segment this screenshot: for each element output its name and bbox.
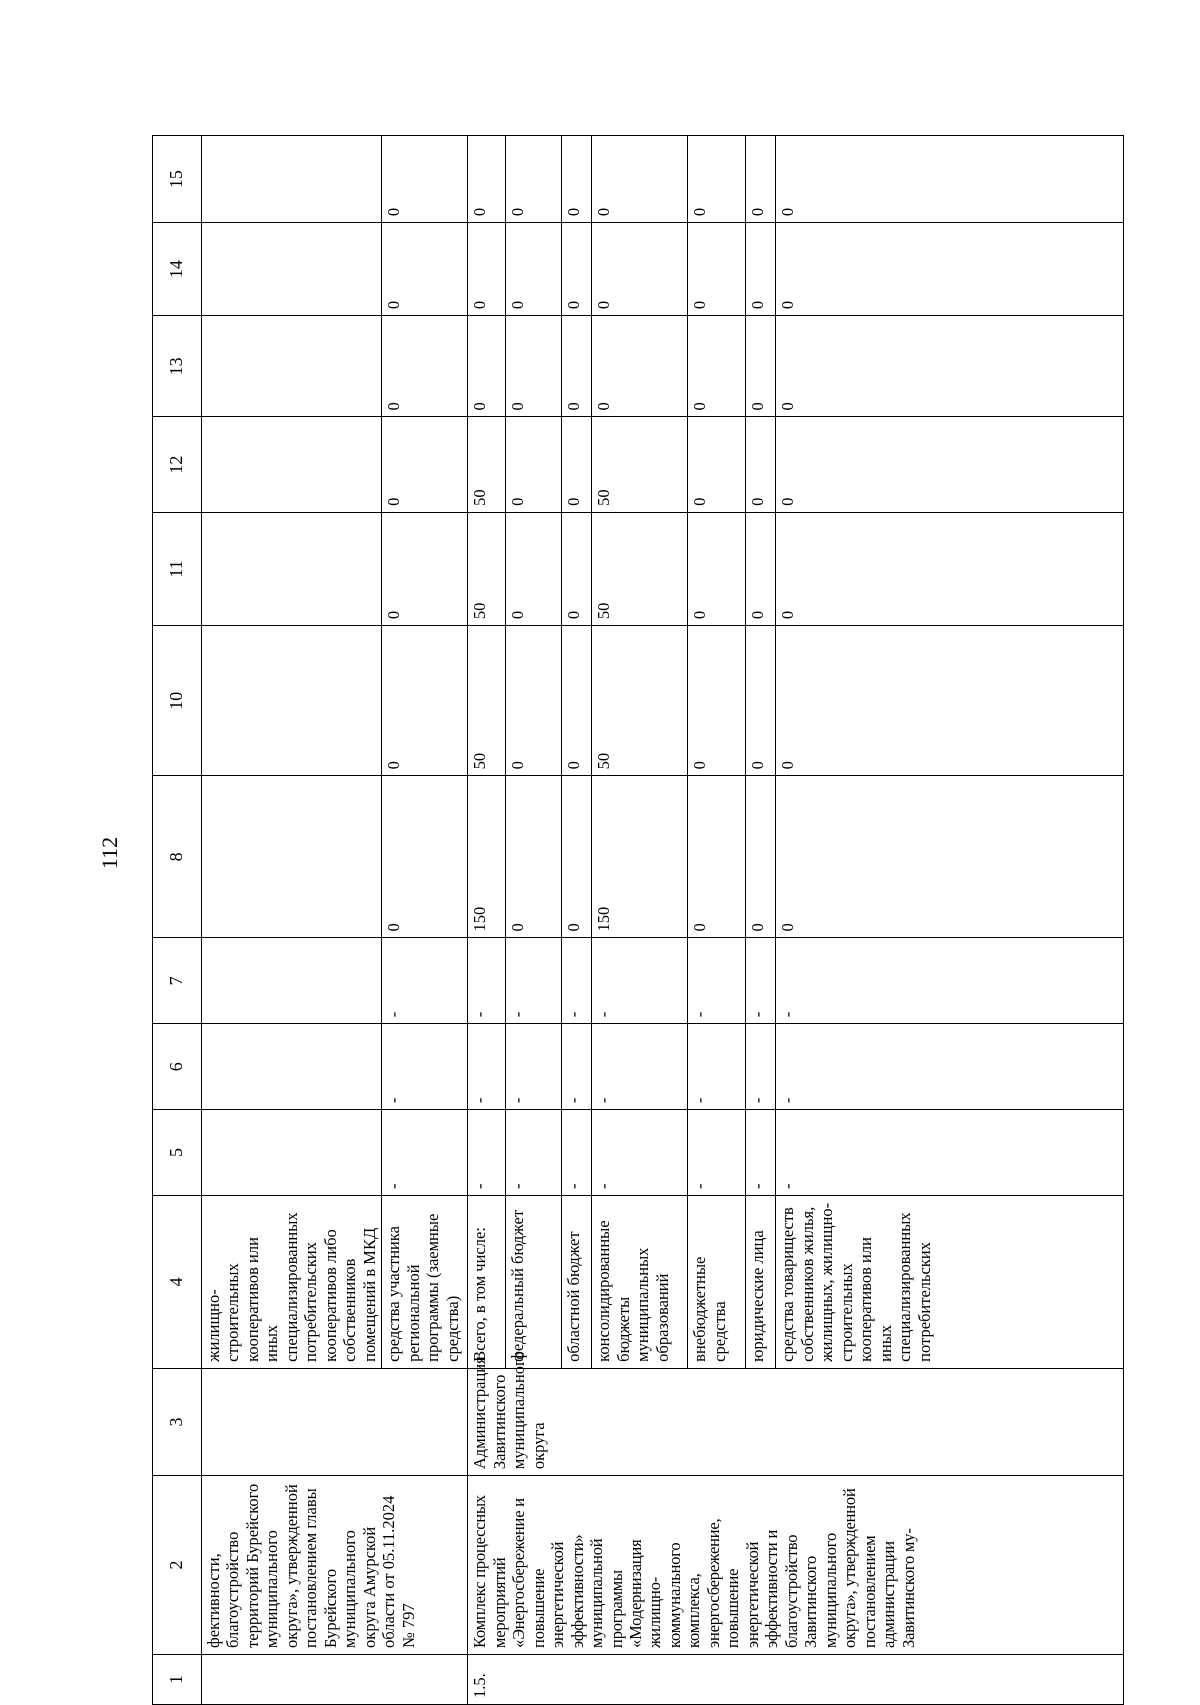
source-cell: внебюджетные средства: [688, 1195, 746, 1368]
value-cell: 0: [592, 136, 688, 223]
cont-num-cell: [202, 1654, 468, 1704]
value-cell: 0: [506, 512, 562, 625]
header-cell: 10: [153, 626, 202, 776]
header-cell: 3: [153, 1368, 202, 1475]
value-cell: 0: [562, 136, 592, 223]
value-cell: 0: [468, 136, 506, 223]
value-cell: [202, 1110, 382, 1196]
value-cell: -: [688, 1110, 746, 1196]
value-cell: 0: [506, 417, 562, 512]
value-cell: [202, 776, 382, 938]
value-cell: 0: [382, 776, 468, 938]
value-cell: 0: [688, 223, 746, 316]
source-cell: областной бюджет: [562, 1195, 592, 1368]
table-row: [202, 136, 382, 1705]
value-cell: -: [776, 1024, 1124, 1110]
value-cell: 50: [468, 626, 506, 776]
source-cell: консолидированные бюджеты муниципальных образований: [592, 1195, 688, 1368]
value-cell: 0: [746, 417, 776, 512]
page-number: 112: [97, 836, 122, 870]
value-cell: 0: [776, 136, 1124, 223]
value-cell: 0: [776, 626, 1124, 776]
value-cell: 0: [562, 512, 592, 625]
value-cell: 0: [746, 136, 776, 223]
header-cell: 1: [153, 1654, 202, 1704]
value-cell: -: [506, 1024, 562, 1110]
budget-table-rotated: [152, 135, 1124, 1705]
value-cell: 0: [382, 626, 468, 776]
source-cell: средства товариществ собственников жилья, жилищных, жилищно-строительных кооперативов или иных специализированных потребительских: [776, 1195, 1124, 1368]
value-cell: -: [382, 938, 468, 1024]
item-name-cell: Комплекс процессных мероприятий «Энергосбережение и повышение энергетической эффективности» муниципальной программы «Модернизация жилищно-коммунального комплекса, энергосбережение, повышение энергетической эффективности и благоустройство Завитинского муниципального округа», утвержденной постановлением администрации Завитинского му-: [468, 1476, 1124, 1655]
value-cell: [202, 512, 382, 625]
value-cell: -: [562, 938, 592, 1024]
value-cell: 0: [562, 626, 592, 776]
value-cell: 50: [592, 512, 688, 625]
value-cell: 0: [382, 223, 468, 316]
value-cell: -: [776, 1110, 1124, 1196]
value-cell: 0: [776, 316, 1124, 417]
value-cell: -: [592, 1110, 688, 1196]
value-cell: [202, 223, 382, 316]
value-cell: -: [506, 938, 562, 1024]
value-cell: 0: [468, 223, 506, 316]
value-cell: -: [468, 1110, 506, 1196]
value-cell: 50: [592, 626, 688, 776]
value-cell: 0: [688, 776, 746, 938]
value-cell: 0: [688, 512, 746, 625]
value-cell: 0: [746, 316, 776, 417]
value-cell: 0: [506, 776, 562, 938]
value-cell: 0: [776, 776, 1124, 938]
value-cell: -: [468, 938, 506, 1024]
value-cell: -: [562, 1024, 592, 1110]
header-cell: 2: [153, 1476, 202, 1655]
value-cell: 0: [506, 626, 562, 776]
value-cell: 0: [468, 316, 506, 417]
value-cell: [202, 417, 382, 512]
value-cell: -: [468, 1024, 506, 1110]
budget-table: [152, 135, 1124, 1705]
header-cell: 5: [153, 1110, 202, 1196]
header-cell: 12: [153, 417, 202, 512]
value-cell: 0: [776, 417, 1124, 512]
value-cell: 0: [562, 776, 592, 938]
value-cell: 150: [468, 776, 506, 938]
value-cell: -: [592, 938, 688, 1024]
header-cell: 14: [153, 223, 202, 316]
value-cell: 0: [382, 512, 468, 625]
value-cell: 50: [468, 512, 506, 625]
value-cell: -: [562, 1110, 592, 1196]
value-cell: 0: [382, 417, 468, 512]
value-cell: -: [382, 1024, 468, 1110]
value-cell: 0: [592, 223, 688, 316]
item-executor-cell: Администрация Завитинского муниципального округа: [468, 1368, 1124, 1475]
value-cell: 0: [506, 136, 562, 223]
value-cell: -: [776, 938, 1124, 1024]
header-cell: 8: [153, 776, 202, 938]
table-row: [468, 136, 506, 1705]
value-cell: 0: [688, 136, 746, 223]
value-cell: 0: [776, 223, 1124, 316]
value-cell: [202, 136, 382, 223]
value-cell: 0: [592, 316, 688, 417]
value-cell: 0: [746, 223, 776, 316]
value-cell: 0: [746, 776, 776, 938]
value-cell: [202, 316, 382, 417]
value-cell: [202, 626, 382, 776]
value-cell: 0: [746, 626, 776, 776]
header-cell: 11: [153, 512, 202, 625]
header-cell: 7: [153, 938, 202, 1024]
value-cell: 0: [562, 223, 592, 316]
header-row: [153, 136, 202, 1705]
value-cell: -: [746, 1024, 776, 1110]
value-cell: -: [506, 1110, 562, 1196]
value-cell: -: [688, 1024, 746, 1110]
value-cell: 0: [382, 316, 468, 417]
value-cell: 0: [562, 316, 592, 417]
source-cell: федеральный бюджет: [506, 1195, 562, 1368]
source-cell: юридические лица: [746, 1195, 776, 1368]
value-cell: -: [592, 1024, 688, 1110]
source-cell: средства участника региональной программы (заемные средства): [382, 1195, 468, 1368]
header-cell: 13: [153, 316, 202, 417]
value-cell: 0: [746, 512, 776, 625]
value-cell: 150: [592, 776, 688, 938]
value-cell: [202, 1024, 382, 1110]
value-cell: 0: [382, 136, 468, 223]
value-cell: 0: [506, 316, 562, 417]
value-cell: 0: [562, 417, 592, 512]
header-cell: 6: [153, 1024, 202, 1110]
cont-name-cell: фективности, благоустройство территорий Бурейского муниципального округа», утвержденной постановлением главы Бурейского муниципального округа Амурской области от 05.11.2024 № 797: [202, 1476, 468, 1655]
value-cell: 50: [592, 417, 688, 512]
value-cell: 0: [688, 316, 746, 417]
value-cell: -: [688, 938, 746, 1024]
value-cell: -: [382, 1110, 468, 1196]
header-cell: 4: [153, 1195, 202, 1368]
value-cell: 0: [688, 417, 746, 512]
value-cell: [202, 938, 382, 1024]
source-cell: Всего, в том числе:: [468, 1195, 506, 1368]
value-cell: 0: [688, 626, 746, 776]
source-cell: жилищно-строительных кооперативов или иных специализированных потребительских кооперативов либо собственников помещений в МКД: [202, 1195, 382, 1368]
value-cell: -: [746, 1110, 776, 1196]
value-cell: 50: [468, 417, 506, 512]
item-num-cell: 1.5.: [468, 1654, 1124, 1704]
value-cell: 0: [506, 223, 562, 316]
value-cell: -: [746, 938, 776, 1024]
header-cell: 15: [153, 136, 202, 223]
value-cell: 0: [776, 512, 1124, 625]
cont-executor-cell: [202, 1368, 468, 1475]
